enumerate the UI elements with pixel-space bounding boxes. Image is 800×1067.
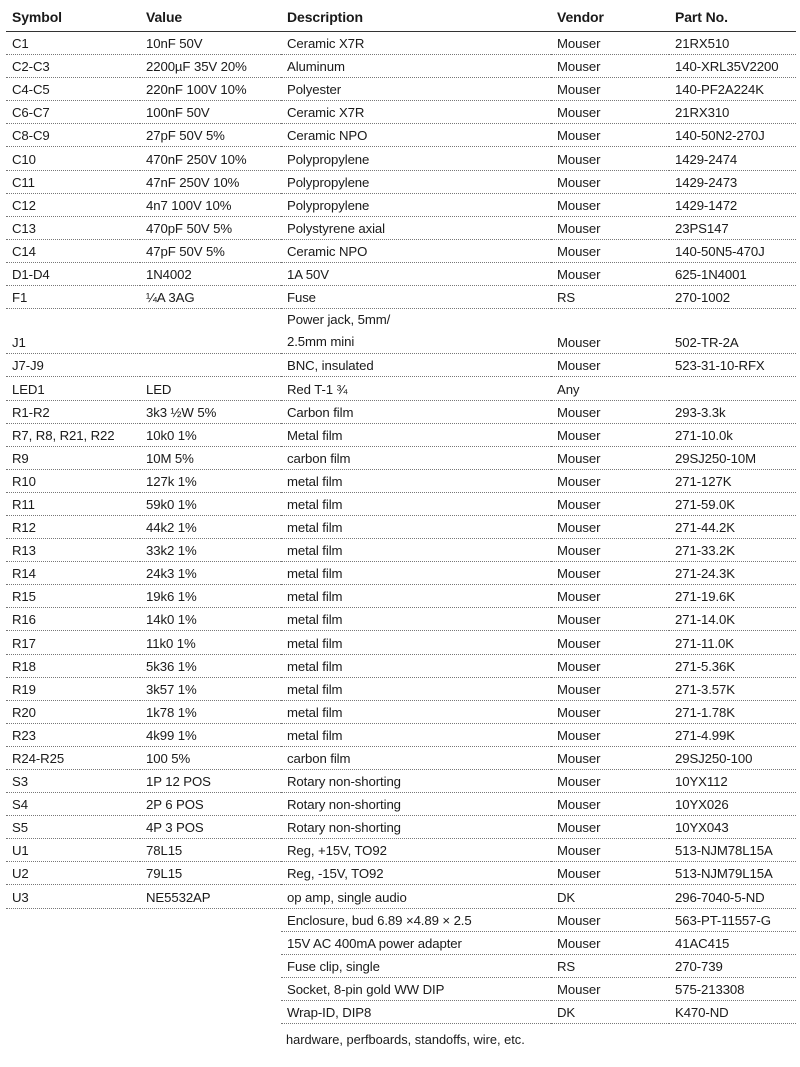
vendor-cell: Mouser: [551, 239, 669, 262]
vendor-cell: Mouser: [551, 700, 669, 723]
part-no-cell: [669, 377, 796, 400]
part-no-cell: 140-50N5-470J: [669, 239, 796, 262]
value-cell: 5k36 1%: [140, 654, 281, 677]
description-cell: Wrap-ID, DIP8: [281, 1000, 551, 1023]
value-cell: 4n7 100V 10%: [140, 193, 281, 216]
vendor-cell: Mouser: [551, 101, 669, 124]
description-cell: metal film: [281, 608, 551, 631]
part-no-cell: 1429-2474: [669, 147, 796, 170]
part-no-cell: 10YX112: [669, 770, 796, 793]
vendor-cell: Mouser: [551, 515, 669, 538]
vendor-cell: Mouser: [551, 354, 669, 377]
table-row: [6, 746, 796, 769]
vendor-cell: Mouser: [551, 585, 669, 608]
description-cell: metal film: [281, 469, 551, 492]
value-cell: 2200µF 35V 20%: [140, 55, 281, 78]
value-cell: [140, 931, 281, 954]
part-no-cell: 293-3.3k: [669, 400, 796, 423]
vendor-cell: Mouser: [551, 677, 669, 700]
description-cell: Enclosure, bud 6.89 ×4.89 × 2.5: [281, 908, 551, 931]
description-cell: Metal film: [281, 423, 551, 446]
vendor-cell: Mouser: [551, 631, 669, 654]
table-row: [6, 446, 796, 469]
table-row: [6, 101, 796, 124]
description-cell: [281, 309, 551, 354]
table-row: [6, 585, 796, 608]
table-row: [6, 793, 796, 816]
description-cell: op amp, single audio: [281, 885, 551, 908]
symbol-cell: R19: [6, 677, 140, 700]
description-cell: Fuse clip, single: [281, 954, 551, 977]
table-row: [6, 124, 796, 147]
description-cell: Polypropylene: [281, 170, 551, 193]
vendor-cell: Mouser: [551, 309, 669, 354]
part-no-cell: 513-NJM78L15A: [669, 839, 796, 862]
part-no-cell: 270-1002: [669, 286, 796, 309]
part-no-cell: 1429-2473: [669, 170, 796, 193]
table-row: [6, 839, 796, 862]
vendor-cell: Mouser: [551, 492, 669, 515]
value-cell: 4k99 1%: [140, 723, 281, 746]
part-no-cell: 271-5.36K: [669, 654, 796, 677]
part-no-cell: 625-1N4001: [669, 262, 796, 285]
value-cell: 33k2 1%: [140, 539, 281, 562]
vendor-cell: Mouser: [551, 931, 669, 954]
description-cell: Aluminum: [281, 55, 551, 78]
table-row: [6, 423, 796, 446]
value-cell: LED: [140, 377, 281, 400]
table-row: [6, 377, 796, 400]
symbol-cell: C8-C9: [6, 124, 140, 147]
value-cell: 59k0 1%: [140, 492, 281, 515]
value-cell: 44k2 1%: [140, 515, 281, 538]
symbol-cell: R17: [6, 631, 140, 654]
description-cell: carbon film: [281, 746, 551, 769]
symbol-cell: R12: [6, 515, 140, 538]
description-cell: BNC, insulated: [281, 354, 551, 377]
table-row: [6, 816, 796, 839]
part-no-cell: 21RX310: [669, 101, 796, 124]
table-row: [6, 216, 796, 239]
header-vendor: Vendor: [551, 0, 669, 32]
description-cell: metal film: [281, 515, 551, 538]
value-cell: 1P 12 POS: [140, 770, 281, 793]
description-cell: Ceramic NPO: [281, 124, 551, 147]
value-cell: 27pF 50V 5%: [140, 124, 281, 147]
part-no-cell: 271-44.2K: [669, 515, 796, 538]
value-cell: [140, 908, 281, 931]
symbol-cell: R20: [6, 700, 140, 723]
header-row: [6, 0, 796, 32]
vendor-cell: Mouser: [551, 793, 669, 816]
table-row: [6, 492, 796, 515]
description-cell: carbon film: [281, 446, 551, 469]
description-cell: 15V AC 400mA power adapter: [281, 931, 551, 954]
symbol-cell: [6, 954, 140, 977]
description-cell: metal film: [281, 492, 551, 515]
part-no-cell: 140-50N2-270J: [669, 124, 796, 147]
table-row: [6, 469, 796, 492]
vendor-cell: Mouser: [551, 562, 669, 585]
value-cell: [140, 354, 281, 377]
header-part-no: Part No.: [669, 0, 796, 32]
table-row: [6, 700, 796, 723]
value-cell: 19k6 1%: [140, 585, 281, 608]
description-cell: metal film: [281, 585, 551, 608]
vendor-cell: Mouser: [551, 839, 669, 862]
description-cell: metal film: [281, 723, 551, 746]
value-cell: [140, 977, 281, 1000]
symbol-cell: C11: [6, 170, 140, 193]
symbol-cell: C12: [6, 193, 140, 216]
table-row: [6, 954, 796, 977]
description-cell: Reg, -15V, TO92: [281, 862, 551, 885]
part-no-cell: 563-PT-11557-G: [669, 908, 796, 931]
value-cell: 3k57 1%: [140, 677, 281, 700]
description-cell: Fuse: [281, 286, 551, 309]
vendor-cell: RS: [551, 286, 669, 309]
description-cell: metal film: [281, 631, 551, 654]
table-row: [6, 78, 796, 101]
value-cell: [140, 954, 281, 977]
vendor-cell: Mouser: [551, 977, 669, 1000]
value-cell: 220nF 100V 10%: [140, 78, 281, 101]
table-row: [6, 354, 796, 377]
value-cell: 78L15: [140, 839, 281, 862]
description-cell: Socket, 8-pin gold WW DIP: [281, 977, 551, 1000]
symbol-cell: F1: [6, 286, 140, 309]
description-cell: Carbon film: [281, 400, 551, 423]
parts-table: [6, 0, 796, 1024]
table-row: [6, 515, 796, 538]
description-cell: Red T-1 ¾: [281, 377, 551, 400]
vendor-cell: Mouser: [551, 539, 669, 562]
table-row: [6, 55, 796, 78]
table-row: [6, 239, 796, 262]
value-cell: 14k0 1%: [140, 608, 281, 631]
table-row: [6, 309, 796, 354]
vendor-cell: Any: [551, 377, 669, 400]
description-cell: Polypropylene: [281, 147, 551, 170]
part-no-cell: 271-19.6K: [669, 585, 796, 608]
symbol-cell: S5: [6, 816, 140, 839]
table-row: [6, 631, 796, 654]
part-no-cell: 23PS147: [669, 216, 796, 239]
value-cell: 79L15: [140, 862, 281, 885]
symbol-cell: S3: [6, 770, 140, 793]
vendor-cell: Mouser: [551, 55, 669, 78]
symbol-cell: R18: [6, 654, 140, 677]
symbol-cell: C2-C3: [6, 55, 140, 78]
symbol-cell: [6, 1000, 140, 1023]
description-cell: Polystyrene axial: [281, 216, 551, 239]
symbol-cell: R14: [6, 562, 140, 585]
footer-note: hardware, perfboards, standoffs, wire, etc.: [286, 1032, 525, 1048]
part-no-cell: 10YX043: [669, 816, 796, 839]
part-no-cell: 29SJ250-100: [669, 746, 796, 769]
value-cell: 1k78 1%: [140, 700, 281, 723]
table-row: [6, 539, 796, 562]
description-cell: Rotary non-shorting: [281, 793, 551, 816]
table-row: [6, 677, 796, 700]
part-no-cell: 296-7040-5-ND: [669, 885, 796, 908]
description-cell: 1A 50V: [281, 262, 551, 285]
description-cell: Reg, +15V, TO92: [281, 839, 551, 862]
symbol-cell: R13: [6, 539, 140, 562]
symbol-cell: [6, 908, 140, 931]
value-cell: 47pF 50V 5%: [140, 239, 281, 262]
symbol-cell: R9: [6, 446, 140, 469]
header-value: Value: [140, 0, 281, 32]
part-no-cell: 523-31-10-RFX: [669, 354, 796, 377]
symbol-cell: D1-D4: [6, 262, 140, 285]
part-no-cell: 575-213308: [669, 977, 796, 1000]
part-no-cell: 271-3.57K: [669, 677, 796, 700]
symbol-cell: [6, 931, 140, 954]
header-symbol: Symbol: [6, 0, 140, 32]
value-cell: 11k0 1%: [140, 631, 281, 654]
part-no-cell: 271-24.3K: [669, 562, 796, 585]
header-description: Description: [281, 0, 551, 32]
value-cell: 10nF 50V: [140, 32, 281, 55]
symbol-cell: R7, R8, R21, R22: [6, 423, 140, 446]
description-line: 2.5mm mini: [287, 334, 355, 350]
vendor-cell: Mouser: [551, 170, 669, 193]
part-no-cell: 271-10.0k: [669, 423, 796, 446]
description-cell: Polyester: [281, 78, 551, 101]
table-row: [6, 170, 796, 193]
symbol-cell: R24-R25: [6, 746, 140, 769]
vendor-cell: Mouser: [551, 608, 669, 631]
description-cell: metal film: [281, 562, 551, 585]
value-cell: 100nF 50V: [140, 101, 281, 124]
value-cell: 10k0 1%: [140, 423, 281, 446]
table-row: [6, 400, 796, 423]
part-no-cell: 1429-1472: [669, 193, 796, 216]
vendor-cell: Mouser: [551, 446, 669, 469]
part-no-cell: 271-11.0K: [669, 631, 796, 654]
description-cell: Ceramic X7R: [281, 101, 551, 124]
symbol-cell: R11: [6, 492, 140, 515]
vendor-cell: Mouser: [551, 262, 669, 285]
value-cell: NE5532AP: [140, 885, 281, 908]
table-row: [6, 977, 796, 1000]
table-row: [6, 608, 796, 631]
part-no-cell: 271-127K: [669, 469, 796, 492]
part-no-cell: 513-NJM79L15A: [669, 862, 796, 885]
vendor-cell: Mouser: [551, 746, 669, 769]
symbol-cell: LED1: [6, 377, 140, 400]
symbol-cell: C10: [6, 147, 140, 170]
vendor-cell: Mouser: [551, 193, 669, 216]
part-no-cell: 271-33.2K: [669, 539, 796, 562]
vendor-cell: Mouser: [551, 400, 669, 423]
description-line: Power jack, 5mm/: [287, 312, 391, 328]
vendor-cell: RS: [551, 954, 669, 977]
part-no-cell: 140-XRL35V2200: [669, 55, 796, 78]
table-row: [6, 286, 796, 309]
vendor-cell: Mouser: [551, 908, 669, 931]
value-cell: 1N4002: [140, 262, 281, 285]
part-no-cell: 271-14.0K: [669, 608, 796, 631]
part-no-cell: 29SJ250-10M: [669, 446, 796, 469]
symbol-cell: J1: [6, 309, 140, 354]
table-row: [6, 908, 796, 931]
vendor-cell: Mouser: [551, 423, 669, 446]
part-no-cell: 21RX510: [669, 32, 796, 55]
vendor-cell: Mouser: [551, 770, 669, 793]
description-cell: metal film: [281, 539, 551, 562]
value-cell: [140, 1000, 281, 1023]
table-row: [6, 770, 796, 793]
value-cell: ¼A 3AG: [140, 286, 281, 309]
part-no-cell: 271-1.78K: [669, 700, 796, 723]
value-cell: [140, 309, 281, 354]
table-row: [6, 654, 796, 677]
table-row: [6, 862, 796, 885]
description-cell: Ceramic NPO: [281, 239, 551, 262]
vendor-cell: DK: [551, 885, 669, 908]
vendor-cell: Mouser: [551, 147, 669, 170]
table-row: [6, 147, 796, 170]
description-cell: Rotary non-shorting: [281, 770, 551, 793]
value-cell: 10M 5%: [140, 446, 281, 469]
table-header: [6, 0, 796, 32]
vendor-cell: Mouser: [551, 469, 669, 492]
description-cell: metal film: [281, 654, 551, 677]
value-cell: 470nF 250V 10%: [140, 147, 281, 170]
table-row: [6, 562, 796, 585]
table-row: [6, 885, 796, 908]
symbol-cell: C4-C5: [6, 78, 140, 101]
vendor-cell: Mouser: [551, 654, 669, 677]
vendor-cell: DK: [551, 1000, 669, 1023]
value-cell: 24k3 1%: [140, 562, 281, 585]
description-cell: Polypropylene: [281, 193, 551, 216]
vendor-cell: Mouser: [551, 723, 669, 746]
symbol-cell: R16: [6, 608, 140, 631]
value-cell: 4P 3 POS: [140, 816, 281, 839]
vendor-cell: Mouser: [551, 32, 669, 55]
symbol-cell: J7-J9: [6, 354, 140, 377]
value-cell: 100 5%: [140, 746, 281, 769]
description-cell: Rotary non-shorting: [281, 816, 551, 839]
value-cell: 127k 1%: [140, 469, 281, 492]
value-cell: 2P 6 POS: [140, 793, 281, 816]
part-no-cell: 270-739: [669, 954, 796, 977]
symbol-cell: U1: [6, 839, 140, 862]
symbol-cell: R15: [6, 585, 140, 608]
table-body: [6, 32, 796, 1024]
symbol-cell: R10: [6, 469, 140, 492]
symbol-cell: [6, 977, 140, 1000]
part-no-cell: 10YX026: [669, 793, 796, 816]
symbol-cell: R23: [6, 723, 140, 746]
table-row: [6, 723, 796, 746]
symbol-cell: C13: [6, 216, 140, 239]
value-cell: 470pF 50V 5%: [140, 216, 281, 239]
table-row: [6, 32, 796, 55]
part-no-cell: K470-ND: [669, 1000, 796, 1023]
table-row: [6, 931, 796, 954]
description-cell: metal film: [281, 700, 551, 723]
table-row: [6, 1000, 796, 1023]
symbol-cell: C6-C7: [6, 101, 140, 124]
part-no-cell: 140-PF2A224K: [669, 78, 796, 101]
symbol-cell: U2: [6, 862, 140, 885]
symbol-cell: R1-R2: [6, 400, 140, 423]
symbol-cell: U3: [6, 885, 140, 908]
part-no-cell: 271-59.0K: [669, 492, 796, 515]
description-cell: metal film: [281, 677, 551, 700]
symbol-cell: C14: [6, 239, 140, 262]
vendor-cell: Mouser: [551, 816, 669, 839]
value-cell: 47nF 250V 10%: [140, 170, 281, 193]
symbol-cell: S4: [6, 793, 140, 816]
vendor-cell: Mouser: [551, 78, 669, 101]
vendor-cell: Mouser: [551, 216, 669, 239]
vendor-cell: Mouser: [551, 124, 669, 147]
value-cell: 3k3 ½W 5%: [140, 400, 281, 423]
table-row: [6, 262, 796, 285]
part-no-cell: 41AC415: [669, 931, 796, 954]
table-row: [6, 193, 796, 216]
description-cell: Ceramic X7R: [281, 32, 551, 55]
symbol-cell: C1: [6, 32, 140, 55]
part-no-cell: 271-4.99K: [669, 723, 796, 746]
part-no-cell: 502-TR-2A: [669, 309, 796, 354]
vendor-cell: Mouser: [551, 862, 669, 885]
